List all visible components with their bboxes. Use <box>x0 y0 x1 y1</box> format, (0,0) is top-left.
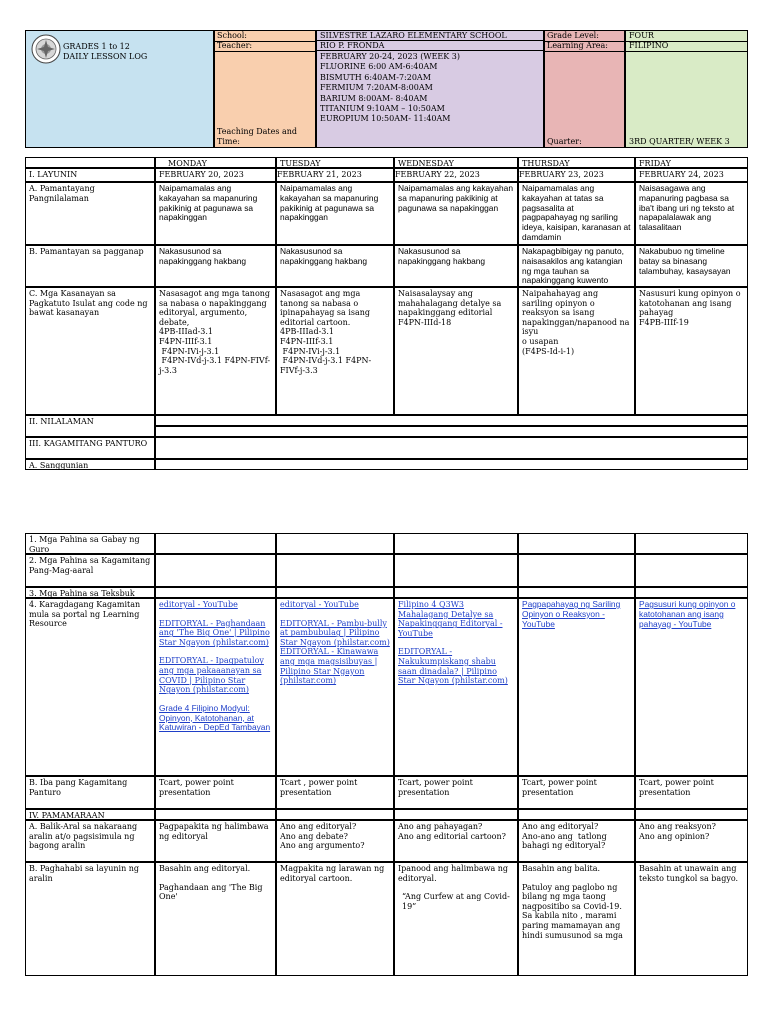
resource-link[interactable]: editoryal - YouTube <box>159 600 238 609</box>
iba-pang-monday: Tcart, power point presentation <box>155 776 276 809</box>
pamamaraan-thursday <box>518 809 635 820</box>
learning-area-value: FILIPINO <box>629 41 669 50</box>
resource-link[interactable]: Grade 4 Filipino Modyul: Opinyon, Katotohanan, at Katuwiran - DepEd Tambayan <box>159 702 271 733</box>
gabay-guro-friday <box>635 533 748 554</box>
section-pamamaraan: IV. PAMAMARAAN <box>25 809 155 820</box>
row-b-monday: Nakasusunod sa napakinggang hakbang <box>155 245 276 287</box>
links-wednesday <box>394 598 518 776</box>
title-box <box>25 30 214 148</box>
resource-link[interactable]: Filipino 4 Q3W3 Mahalagang Detalye sa Napakinggang Editoryal - YouTube <box>398 600 503 638</box>
row-sanggunian-label: A. Sanggunian <box>25 459 155 470</box>
paghahabi-text: Paghandaan ang 'The Big One' <box>159 882 263 902</box>
teksbuk-monday <box>155 587 276 598</box>
resource-link[interactable]: EDITORYAL - Pambu-bully at pambubulag | Pilipino Star Ngayon (philstar.com) <box>280 618 390 647</box>
row-pamantayang-pangnilalaman-label: A. Pamantayang Pangnilalaman <box>25 182 155 245</box>
dates-line: FEBRUARY 20-24, 2023 (WEEK 3) <box>320 52 460 61</box>
paghahabi-thursday <box>518 862 635 976</box>
date-friday: FEBRUARY 24, 2023 <box>635 168 748 182</box>
teksbuk-thursday <box>518 587 635 598</box>
resource-link[interactable]: EDITORYAL - Paghandaan ang 'The Big One' | Pilipino Star Ngayon (philstar.com) <box>159 618 270 647</box>
dates-line: FERMIUM 7:20AM-8:00AM <box>320 83 433 93</box>
section-layunin: I. LAYUNIN <box>25 168 155 182</box>
resource-link[interactable]: Pagsusuri kung opinyon o katotohanan ang isang pahayag - YouTube <box>639 599 736 629</box>
day-monday: MONDAY <box>155 157 276 168</box>
resource-link[interactable]: EDITORYAL - Nakukumpiskang shabu saan dinadala? | Pilipino Star Ngayon (philstar.com) <box>398 647 508 686</box>
kagamitang-panturo-content <box>155 437 748 459</box>
paghahabi-monday <box>155 862 276 976</box>
row-b-wednesday: Nakasusunod sa napakinggang hakbang <box>394 245 518 287</box>
row-a-monday: Naipamamalas ang kakayahan sa mapanuring pakikinig at pagunawa sa napakinggan <box>155 182 276 245</box>
balik-aral-tuesday: Ano ang editoryal? Ano ang debate? Ano ang argumento? <box>276 820 394 862</box>
balik-aral-thursday: Ano ang editoryal? Ano-ano ang tatlong bahagi ng editoryal? <box>518 820 635 862</box>
learning-area-label: Learning Area: <box>547 41 608 50</box>
dates-line: TITANIUM 9:10AM – 10:50AM <box>320 104 445 114</box>
pamamaraan-friday <box>635 809 748 820</box>
paghahabi-text: Basahin ang editoryal. <box>159 864 251 873</box>
dates-line: FLUORINE 6:00 AM-6:40AM <box>320 62 438 72</box>
grade-value: FOUR <box>629 31 654 40</box>
pamamaraan-tuesday <box>276 809 394 820</box>
paghahabi-wednesday <box>394 862 518 976</box>
grade-label: Grade Level: <box>547 31 599 40</box>
paghahabi-text: Basahin at unawain ang teksto tungkol sa bagyo. <box>639 864 739 883</box>
row-a-tuesday: Naipamamalas ang kakayahan sa mapanuring pakikinig at pagunawa sa napakinggan <box>276 182 394 245</box>
grade-quarter-values <box>625 30 748 148</box>
mag-aaral-monday <box>155 554 276 587</box>
resource-link[interactable]: editoryal - YouTube <box>280 600 359 609</box>
paghahabi-text: Magpakita ng larawan ng editoryal cartoon. <box>280 864 385 883</box>
sanggunian-content <box>155 459 748 470</box>
teksbuk-friday <box>635 587 748 598</box>
resource-link[interactable]: EDITORYAL - Ipagpatuloy ang mga pakaaanayan sa COVID | Pilipino Star Ngayon (philstar.com) <box>159 656 264 695</box>
doc-title-line1: GRADES 1 to 12 <box>63 42 130 51</box>
quarter-label: Quarter: <box>547 137 582 146</box>
paghahabi-tuesday <box>276 862 394 976</box>
links-thursday <box>518 598 635 776</box>
teacher-value: RIO P. FRONDA <box>320 41 385 50</box>
row-c-tuesday: Nasasagot ang mga tanong sa nabasa o ipinapahayag sa isang editorial cartoon. 4PB-IIIad-3.1 F4PN-IIIf-3.1 F4PN-IVi-j-3.1 F4PN-IVd-j-3.1 F4PN-FIVf-j-3.3 <box>276 287 394 415</box>
teaching-dates-label: Teaching Dates and Time: <box>217 127 298 146</box>
iba-pang-wednesday: Tcart, power point presentation <box>394 776 518 809</box>
row-b-friday: Nakabubuo ng timeline batay sa binasang talambuhay, kasaysayan <box>635 245 748 287</box>
gabay-guro-monday <box>155 533 276 554</box>
teksbuk-tuesday <box>276 587 394 598</box>
teacher-label: Teacher: <box>217 41 253 50</box>
teacher-dates-box <box>214 30 316 148</box>
resource-link[interactable]: Pagpapahayag ng Sariling Opinyon o Reaksyon - YouTube <box>522 599 621 629</box>
paghahabi-text: Ipanood ang halimbawa ng editoryal. <box>398 864 509 883</box>
teksbuk-wednesday <box>394 587 518 598</box>
mag-aaral-friday <box>635 554 748 587</box>
day-wednesday: WEDNESDAY <box>394 157 518 168</box>
school-value: SILVESTRE LAZARO ELEMENTARY SCHOOL <box>320 31 507 40</box>
row-c-friday: Nasusuri kung opinyon o katotohanan ang isang pahayag F4PB-IIIf-19 <box>635 287 748 415</box>
day-header-blank <box>25 157 155 168</box>
row-b-thursday: Nakapagbibigay ng panuto, naisasakilos ang katangian ng mga tauhan sa napakinggang kuwento <box>518 245 635 287</box>
row-gabay-guro-label: 1. Mga Pahina sa Gabay ng Guro <box>25 533 155 554</box>
row-iba-pang-kagamitan-label: B. Iba pang Kagamitang Panturo <box>25 776 155 809</box>
dates-line: BARIUM 8:00AM- 8:40AM <box>320 93 428 103</box>
row-kagamitang-pang-mag-aaral-label: 2. Mga Pahina sa Kagamitang Pang-Mag-aaral <box>25 554 155 587</box>
pamamaraan-monday <box>155 809 276 820</box>
row-c-monday: Nasasagot ang mga tanong sa nabasa o napakinggang editoryal, argumento, debate, 4PB-IIIad-3.1 F4PN-IIIf-3.1 F4PN-IVi-j-3.1 F4PN-IVd-j-3.1 F4PN-FIVf-j-3.3 <box>155 287 276 415</box>
gabay-guro-wednesday <box>394 533 518 554</box>
row-a-thursday: Naipamamalas ang kakayahan at tatas sa pagsasalita at pagpapahayag ng sariling ideya, kaisipan, karanasan at damdamin <box>518 182 635 245</box>
links-friday <box>635 598 748 776</box>
nilalaman-content-top <box>155 415 748 426</box>
row-balik-aral-label: A. Balik-Aral sa nakaraang aralin at/o pagsisimula ng bagong aralin <box>25 820 155 862</box>
row-pamantayan-sa-pagganap-label: B. Pamantayan sa pagganap <box>25 245 155 287</box>
paghahabi-text: “Ang Curfew at ang Covid-19” <box>402 892 510 911</box>
balik-aral-wednesday: Ano ang pahayagan? Ano ang editorial cartoon? <box>394 820 518 862</box>
date-wednesday: FEBRUARY 22, 2023 <box>394 168 518 182</box>
row-c-thursday: Naipahahayag ang sariling opinyon o reaksyon sa isang napakinggan/napanood na isyu o usapan (F4PS-Id-i-1) <box>518 287 635 415</box>
links-monday <box>155 598 276 776</box>
grade-quarter-labels <box>544 30 625 148</box>
quarter-value: 3RD QUARTER/ WEEK 3 <box>629 137 730 146</box>
paghahabi-text: Basahin ang balita. <box>522 864 601 873</box>
date-tuesday: FEBRUARY 21, 2023 <box>276 168 394 182</box>
iba-pang-friday: Tcart, power point presentation <box>635 776 748 809</box>
dates-value-cell <box>316 50 544 148</box>
row-a-friday: Naisasagawa ang mapanuring pagbasa sa iba't ibang uri ng teksto at napapalalawak ang talasalitaan <box>635 182 748 245</box>
paghahabi-friday <box>635 862 748 976</box>
row-c-wednesday: Naisasalaysay ang mahahalagang detalye sa napakinggang editorial F4PN-IIId-18 <box>394 287 518 415</box>
deped-seal-icon <box>31 34 61 64</box>
doc-title-line2: DAILY LESSON LOG <box>63 52 148 61</box>
school-label: School: <box>217 31 247 40</box>
day-thursday: THURSDAY <box>518 157 635 168</box>
pamamaraan-wednesday <box>394 809 518 820</box>
dates-line: EUROPIUM 10:50AM- 11:40AM <box>320 114 451 124</box>
mag-aaral-thursday <box>518 554 635 587</box>
nilalaman-content-bottom <box>155 426 748 437</box>
dates-line: BISMUTH 6:40AM-7:20AM <box>320 72 431 82</box>
gabay-guro-tuesday <box>276 533 394 554</box>
iba-pang-thursday: Tcart, power point presentation <box>518 776 635 809</box>
balik-aral-friday: Ano ang reaksyon? Ano ang opinion? <box>635 820 748 862</box>
row-paghahabi-label: B. Paghahabi sa layunin ng aralin <box>25 862 155 976</box>
mag-aaral-wednesday <box>394 554 518 587</box>
day-tuesday: TUESDAY <box>276 157 394 168</box>
iba-pang-tuesday: Tcart , power point presentation <box>276 776 394 809</box>
section-nilalaman: II. NILALAMAN <box>25 415 155 437</box>
date-monday: FEBRUARY 20, 2023 <box>155 168 276 182</box>
paghahabi-text: Patuloy ang paglobo ng bilang ng mga taong nagpositibo sa Covid-19. Sa kabila nito , marami paring mamamayan ang hindi sumusunod sa mga <box>522 882 623 940</box>
gabay-guro-thursday <box>518 533 635 554</box>
row-b-tuesday: Nakasusunod sa napakinggang hakbang <box>276 245 394 287</box>
date-thursday: FEBRUARY 23, 2023 <box>518 168 635 182</box>
row-kasanayan-label: C. Mga Kasanayan sa Pagkatuto Isulat ang code ng bawat kasanayan <box>25 287 155 415</box>
links-tuesday <box>276 598 394 776</box>
balik-aral-monday: Pagpapakita ng halimbawa ng editoryal <box>155 820 276 862</box>
row-teksbuk-label: 3. Mga Pahina sa Teksbuk <box>25 587 155 598</box>
resource-link[interactable]: EDITORYAL - Kinawawa ang mga magsisibuyas | Pilipino Star Ngayon (philstar.com) <box>280 647 379 686</box>
row-a-wednesday: Naipamamalas ang kakayahan sa mapanuring pakikinig at pagunawa sa napakinggan <box>394 182 518 245</box>
mag-aaral-tuesday <box>276 554 394 587</box>
section-kagamitang-panturo: III. KAGAMITANG PANTURO <box>25 437 155 459</box>
row-karagdagang-kagamitan-label: 4. Karagdagang Kagamitan mula sa portal ng Learning Resource <box>25 598 155 776</box>
day-friday: FRIDAY <box>635 157 748 168</box>
